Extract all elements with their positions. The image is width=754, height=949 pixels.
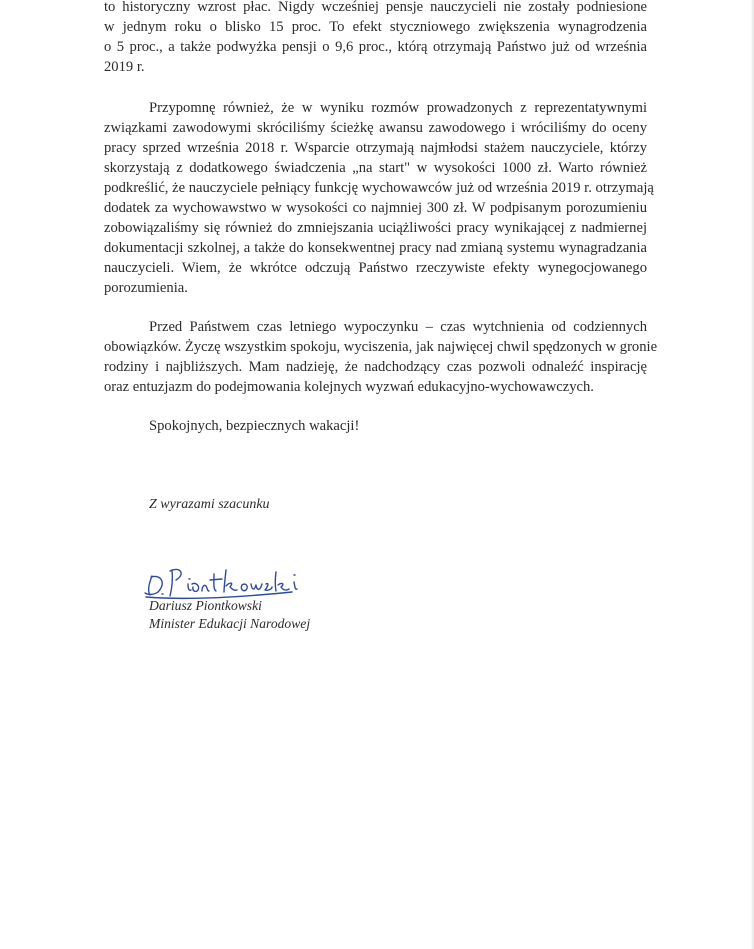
signer-title: Minister Edukacji Narodowej [149,616,311,631]
signer-block [149,597,310,633]
text-line: związkami zawodowymi skróciliśmy ścieżkę awansu zawodowego i wróciliśmy do oceny [104,120,647,136]
text-line: pracy sprzed września 2018 r. Wsparcie otrzymają najmłodsi stażem nauczyciele, którzy [104,140,647,156]
text-line: obowiązków. Życzę wszystkim spokoju, wyciszenia, jak najwięcej chwil spędzonych w gronie [104,339,658,355]
paragraph-wage-increase [104,0,647,77]
text-line: zobowiązaliśmy się również do zmniejszania uciążliwości pracy wynikającej z nadmiernej [104,220,647,236]
text-line: rodziny i najbliższych. Mam nadzieję, że nadchodzący czas pozwoli odnaleźć inspirację [104,359,647,375]
text-line: dokumentacji szkolnej, a także do konsekwentnej pracy nad zmianą systemu wynagradzania [104,240,647,256]
handwritten-signature [142,562,332,602]
signer-name: Dariusz Piontkowski [149,598,262,613]
text-line: oraz entuzjazm do podejmowania kolejnych wyzwań edukacyjno-wychowawczych. [104,379,594,395]
text-line: to historyczny wzrost płac. Nigdy wcześniej pensje nauczycieli nie zostały podniesione [104,0,647,15]
text-line: dodatek za wychowawstwo w wysokości co najmniej 300 zł. W podpisanym porozumieniu [104,200,647,216]
regards-line: Z wyrazami szacunku [149,497,270,512]
text-line: w jednym roku o blisko 15 proc. To efekt styczniowego zwiększenia wynagrodzenia [104,19,647,35]
text-line: 2019 r. [104,59,145,75]
paragraph-union-agreement [104,98,654,298]
text-line: Przypomnę również, że w wyniku rozmów prowadzonych z reprezentatywnymi [149,100,647,116]
text-line: nauczycieli. Wiem, że wkrótce odczują Państwo rzeczywiste efekty wynegocjowanego [104,260,647,276]
text-line: porozumienia. [104,280,188,296]
signature-image [142,562,332,602]
text-line: Przed Państwem czas letniego wypoczynku – czas wytchnienia od codziennych [149,319,647,335]
text-line: o 5 proc., a także podwyżka pensji o 9,6 proc., którą otrzymają Państwo już od września [104,39,647,55]
text-line: skorzystają z dodatkowego świadczenia „na start" w wysokości 1000 zł. Warto również [104,160,647,176]
text-line: podkreślić, że nauczyciele pełniący funkcję wychowawców już od września 2019 r. otrzymają [104,180,654,196]
closing-line: Spokojnych, bezpiecznych wakacji! [149,418,360,434]
paragraph-holiday-wishes [104,317,658,397]
